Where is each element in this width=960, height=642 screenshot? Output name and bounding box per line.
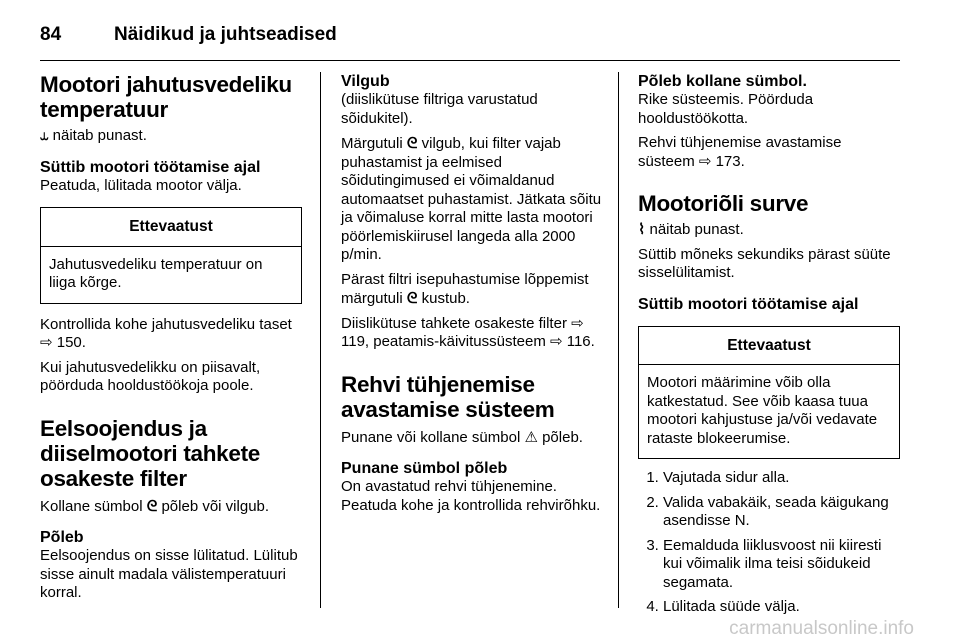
after-text-b: kustub. [421,290,470,307]
heading-engine-running: Süttib mootori töötamise ajal [638,295,859,313]
yellow-symbol-text: Rike süsteemis. Pöörduda hooldustöökotta. [638,91,814,127]
tyre-warning-icon: ⚠ [524,427,538,446]
heading-engine-running: Süttib mootori töötamise ajal [40,158,261,176]
filter-icon: ᘓ [406,289,418,307]
oil-text: näitab punast. [649,221,744,238]
filter-icon: ᘓ [406,134,418,152]
blink-text-b: vilgub, kui filter vajab puhastamist ja eelmised sõidutingimused ei võimaldanud automaatset puhastamist. Jätkata sõitu ja võimaluse korral mitte lasta mootori pöörlemiskiirusel langeda alla 2000 p/min. [341,135,602,263]
blink-text-a: Märgutuli [341,135,403,152]
caution-text: Jahutusvedeliku temperatuur on liiga kõrge. [49,255,263,291]
red-symbol-text: On avastatud rehvi tühjenemine. Peatuda kohe ja kontrollida rehvirõhku. [341,478,601,514]
list-item: 1. Vajutada sidur alla. [663,469,900,488]
step-text: Valida vabakäik, seada käigukang asendisse N. [663,493,889,529]
caution-title: Ettevaatust [41,208,301,247]
lit-text: Eelsoojendus on sisse lülitatud. Lülitub sisse ainult madala välistemperatuuri korral. [40,547,298,601]
tyre-text-a: Punane või kollane sümbol [341,428,521,446]
page-header [40,20,900,50]
check-coolant-text: Kontrollida kohe jahutusvedeliku taset ⇨ 150. [40,315,292,351]
caution-box [40,207,302,304]
references-text: Diislikütuse tahkete osakeste filter ⇨ 119, peatamis-käivitussüsteem ⇨ 116. [341,314,595,350]
heading-oil-pressure: Mootoriõli surve [638,191,809,216]
column-2 [341,72,603,515]
heading-blinks: Vilgub [341,73,390,90]
oil-can-icon: ⌇ [638,220,646,238]
chapter-title: Näidikud ja juhtseadised [114,24,337,45]
list-item [663,494,900,531]
preheat-text-b: põleb või vilgub. [161,497,270,515]
caution-box [638,326,900,460]
list-item: 3. Eemalduda liiklusvoost nii kiiresti kui võimalik ilma teisi sõidukeid segamata. [663,537,900,593]
coolant-temperature-icon: ⥿ [40,126,49,144]
yellow-symbol-ref: Rehvi tühjenemise avastamise süsteem ⇨ 173. [638,134,842,170]
header-rule [40,60,900,61]
blink-note: (diislikütuse filtriga varustatud sõidukitel). [341,91,538,127]
page-number: 84 [40,24,62,45]
heading-tyre-deflation: Rehvi tühjenemise avastamise süsteem [341,371,555,422]
caution-text: Mootori määrimine võib olla katkestatud. See võib kaasa tuua mootori kahjustuse ja/või vedavate rataste blokeerumise. [647,374,878,447]
list-item: 4. Lülitada süüde välja. [663,598,900,617]
running-text: Peatuda, lülitada mootor välja. [40,176,242,194]
caution-title: Ettevaatust [639,327,899,366]
column-divider [618,72,619,608]
after-text-a: Pärast filtri isepuhastumise lõppemist märgutuli [341,270,589,307]
column-1 [40,72,302,603]
steps-list [638,469,900,617]
heading-coolant-temperature: Mootori jahutusvedeliku temperatuur [40,72,292,122]
preheat-text-a: Kollane sümbol [40,497,143,515]
heading-yellow-symbol: Põleb kollane sümbol. [638,73,807,90]
heading-preheating: Eelsoojendus ja diiselmootori tahkete osakeste filter [40,415,260,491]
glow-plug-icon: ᘓ [146,496,158,515]
coolant-text: näitab punast. [52,127,147,144]
sufficient-coolant-text: Kui jahutusvedelikku on piisavalt, pöörduda hooldustöökoja poole. [40,358,261,394]
oil-note: Süttib mõneks sekundiks pärast süüte sisselülitamist. [638,245,891,281]
heading-red-symbol: Punane sümbol põleb [341,460,508,477]
heading-lit: Põleb [40,529,84,546]
watermark: carmanualsonline.info [729,618,914,639]
column-divider [320,72,321,608]
column-3 [638,72,900,623]
tyre-text-b: põleb. [542,428,583,446]
